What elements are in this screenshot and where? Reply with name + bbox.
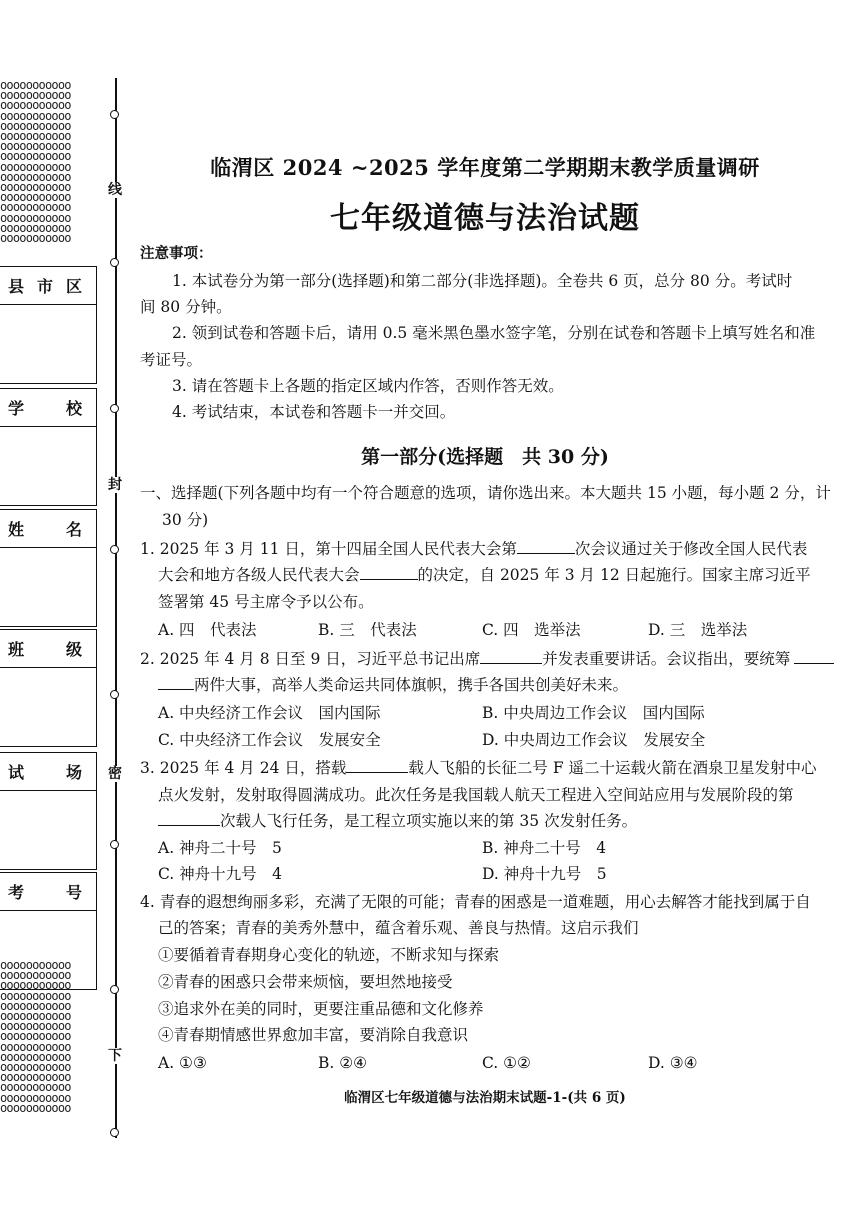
question-1-text: 1. 2025 年 3 月 11 日，第十四届全国人民代表大会第 次会议通过关于修改全国人民代表 <box>140 540 808 558</box>
notice-item-2: 2. 领到试卷和答题卡后，请用 0.5 毫米黑色墨水签字笔，分别在试卷和答题卡上填写姓名和准 <box>172 324 816 342</box>
q3-option-c[interactable]: C. 神舟十九号 4 <box>158 865 283 883</box>
notice-item-1: 1. 本试卷分为第一部分(选择题)和第二部分(非选择题)。全卷共 6 页，总分 80 分。考试时 <box>172 272 793 290</box>
q2-option-a[interactable]: A. 中央经济工作会议 国内国际 <box>158 704 381 722</box>
answer-blank[interactable] <box>360 565 418 580</box>
binding-ring <box>110 840 119 849</box>
question-3-text-end: 次载人飞行任务，是工程立项实施以来的第 35 次发射任务。 <box>158 811 637 831</box>
binding-label-feng: 封 <box>108 477 122 493</box>
name-field[interactable] <box>0 509 97 627</box>
q4-option-b[interactable]: B. ②④ <box>318 1054 368 1072</box>
q4-statement-1: ①要循着青春期身心变化的轨迹，不断求知与探索 <box>158 946 500 964</box>
school-field-label: 学 校 <box>0 389 96 427</box>
binding-ring <box>110 985 119 994</box>
exam-number-field[interactable] <box>0 872 97 990</box>
exam-subtitle: 七年级道德与法治试题 <box>330 201 640 236</box>
binding-label-mi: 密 <box>108 766 122 782</box>
q4-option-a[interactable]: A. ①③ <box>158 1054 207 1072</box>
question-1-text-end: 签署第 45 号主席令予以公布。 <box>158 593 374 611</box>
answer-blank[interactable] <box>158 675 194 690</box>
q1-option-c[interactable]: C. 四 选举法 <box>482 621 581 639</box>
q2-option-b[interactable]: B. 中央周边工作会议 国内国际 <box>482 704 705 722</box>
question-1-text-cont: 大会和地方各级人民代表大会 的决定，自 2025 年 3 月 12 日起施行。国家主席习近平 <box>158 566 811 584</box>
q1-option-a[interactable]: A. 四 代表法 <box>158 621 257 639</box>
q4-statement-3: ③追求外在美的同时，更要注重品德和文化修养 <box>158 1000 484 1018</box>
county-field-label: 县 市 区 <box>0 267 96 305</box>
part-one-heading: 第一部分(选择题 共 30 分) <box>361 446 609 468</box>
notice-item-1-cont: 间 80 分钟。 <box>140 298 232 316</box>
answer-blank[interactable] <box>346 758 408 773</box>
notice-item-2-cont: 考证号。 <box>140 351 203 369</box>
exam-room-field-label: 试 场 <box>0 753 96 791</box>
name-field-label: 姓 名 <box>0 510 96 548</box>
q4-statement-4: ④青春期情感世界愈加丰富，要消除自我意识 <box>158 1026 469 1044</box>
binding-label-xia: 下 <box>108 1048 122 1064</box>
question-3-text-cont: 点火发射，发射取得圆满成功。此次任务是我国载人航天工程进入空间站应用与发展阶段的第 <box>158 786 794 804</box>
q4-option-c[interactable]: C. ①② <box>482 1054 531 1072</box>
q4-statement-2: ②青春的困惑只会带来烦恼，要坦然地接受 <box>158 973 453 991</box>
q2-option-d[interactable]: D. 中央周边工作会议 发展安全 <box>482 731 706 749</box>
question-2-text-cont: 两件大事，高举人类命运共同体旗帜，携手各国共创美好未来。 <box>158 675 628 695</box>
q1-option-b[interactable]: B. 三 代表法 <box>318 621 417 639</box>
answer-blank[interactable] <box>517 539 575 554</box>
answer-blank[interactable] <box>480 649 542 664</box>
exam-number-field-label: 考 号 <box>0 873 96 911</box>
binding-dot-pattern-bottom: ooooooooooo ooooooooooo ooooooooooo ooooooooooo ooooooooooo ooooooooooo ooooooooooo ooooooooooo ooooooooooo ooooooooooo ooooooooooo ooooooooooo ooooooooooo ooooooooooo ooooooooooo <box>0 960 71 1115</box>
page-footer: 临渭区七年级道德与法治期末试题-1-(共 6 页) <box>344 1090 626 1106</box>
binding-ring <box>110 545 119 554</box>
choice-instructions-cont: 30 分) <box>162 511 209 529</box>
q3-option-a[interactable]: A. 神舟二十号 5 <box>158 839 282 857</box>
binding-ring <box>110 404 119 413</box>
question-4-text: 4. 青春的遐想绚丽多彩，充满了无限的可能；青春的困惑是一道难题，用心去解答才能找到属于自 <box>140 893 811 911</box>
exam-title: 临渭区 2024 ~2025 学年度第二学期期末教学质量调研 <box>210 155 760 180</box>
answer-blank[interactable] <box>158 811 220 826</box>
class-field[interactable] <box>0 629 97 747</box>
question-2-text: 2. 2025 年 4 月 8 日至 9 日，习近平总书记出席 并发表重要讲话。会议指出，要统筹 <box>140 649 834 669</box>
q2-option-c[interactable]: C. 中央经济工作会议 发展安全 <box>158 731 381 749</box>
binding-ring <box>110 690 119 699</box>
question-4-text-cont: 己的答案；青春的美秀外慧中，蕴含着乐观、善良与热情。这启示我们 <box>158 919 639 937</box>
exam-room-field[interactable] <box>0 752 97 870</box>
binding-dot-pattern-top: ooooooooooo ooooooooooo ooooooooooo ooooooooooo ooooooooooo ooooooooooo ooooooooooo ooooooooooo ooooooooooo ooooooooooo ooooooooooo ooooooooooo ooooooooooo ooooooooooo ooooooooooo ooooooooooo <box>0 80 71 246</box>
q1-option-d[interactable]: D. 三 选举法 <box>648 621 748 639</box>
binding-label-xian: 线 <box>108 182 122 198</box>
q3-option-b[interactable]: B. 神舟二十号 4 <box>482 839 607 857</box>
notice-item-3: 3. 请在答题卡上各题的指定区域内作答，否则作答无效。 <box>172 377 564 395</box>
binding-ring <box>110 258 119 267</box>
binding-ring <box>110 1128 119 1137</box>
county-field[interactable] <box>0 266 97 384</box>
notice-heading: 注意事项： <box>140 245 213 262</box>
school-field[interactable] <box>0 388 97 506</box>
notice-item-4: 4. 考试结束，本试卷和答题卡一并交回。 <box>172 403 456 421</box>
q3-option-d[interactable]: D. 神舟十九号 5 <box>482 865 607 883</box>
binding-cut-line <box>115 78 117 1138</box>
answer-blank[interactable] <box>794 649 834 664</box>
question-3-text: 3. 2025 年 4 月 24 日，搭载 载人飞船的长征二号 F 遥二十运载火箭在酒泉卫星发射中心 <box>140 759 817 777</box>
binding-ring <box>110 110 119 119</box>
class-field-label: 班 级 <box>0 630 96 668</box>
q4-option-d[interactable]: D. ③④ <box>648 1054 698 1072</box>
choice-instructions: 一、选择题(下列各题中均有一个符合题意的选项，请你选出来。本大题共 15 小题，每小题 2 分，计 <box>140 484 831 502</box>
